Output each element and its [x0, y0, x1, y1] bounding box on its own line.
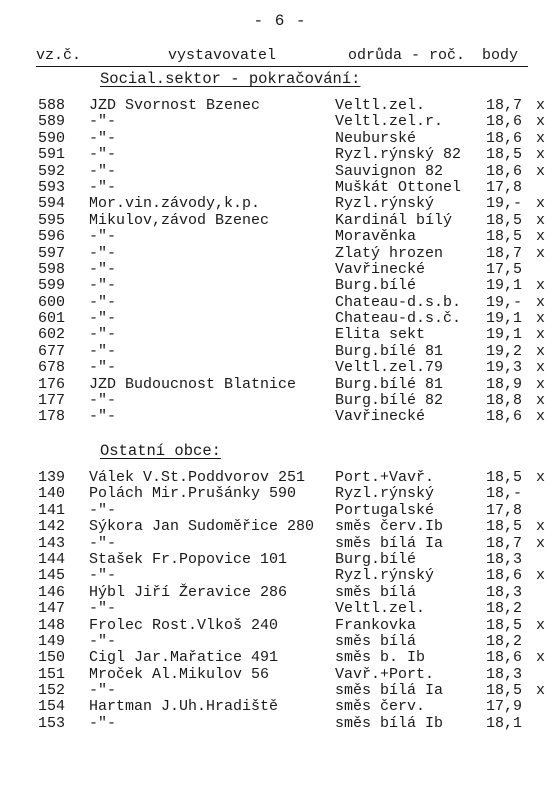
- score-points: 18,8: [486, 392, 523, 410]
- medal-mark: x: [536, 375, 546, 393]
- entry-number: 147: [38, 600, 66, 618]
- wine-variety: Portugalské: [335, 501, 435, 519]
- wine-variety: Burg.bílé: [335, 277, 417, 295]
- score-points: 18,5: [486, 682, 523, 700]
- score-points: 19,1: [486, 310, 523, 328]
- table-row: [0, 213, 560, 229]
- medal-mark: x: [536, 342, 546, 360]
- score-points: 18,5: [486, 518, 523, 536]
- score-points: 18,5: [486, 469, 523, 486]
- wine-variety: směs bílá Ia: [335, 534, 444, 552]
- exhibitor-name: Cigl Jar.Mařatice 491: [89, 649, 279, 667]
- entry-number: 178: [38, 408, 66, 426]
- wine-variety: směs červ.: [335, 698, 426, 716]
- score-points: 19,2: [486, 342, 523, 360]
- exhibitor-name: -"-: [89, 682, 117, 700]
- score-points: 17,9: [486, 698, 523, 716]
- wine-variety: Veltl.zel.79: [335, 359, 444, 377]
- entry-number: 149: [38, 632, 66, 650]
- medal-mark: x: [536, 408, 546, 426]
- exhibitor-name: -"-: [89, 244, 117, 262]
- table-row: [0, 585, 560, 601]
- score-points: 18,5: [486, 228, 523, 246]
- exhibitor-name: JZD Budoucnost Blatnice: [89, 375, 297, 393]
- table-row: [0, 295, 560, 311]
- exhibitor-name: Sýkora Jan Sudoměřice 280: [89, 518, 315, 536]
- wine-variety: Port.+Vavř.: [335, 469, 435, 486]
- wine-variety: Burg.bílé: [335, 550, 417, 568]
- medal-mark: x: [536, 293, 546, 311]
- entry-number: 598: [38, 260, 66, 278]
- entry-number: 677: [38, 342, 66, 360]
- wine-variety: Ryzl.rýnský: [335, 195, 435, 213]
- entry-number: 140: [38, 485, 66, 503]
- medal-mark: x: [536, 359, 546, 377]
- exhibitor-name: -"-: [89, 293, 117, 311]
- table-row: [0, 164, 560, 180]
- header-number: vz.č.: [36, 47, 82, 64]
- wine-variety: Zlatý hrozen: [335, 244, 444, 262]
- exhibitor-name: -"-: [89, 178, 117, 196]
- wine-variety: Burg.bílé 82: [335, 392, 444, 410]
- table-row: [0, 98, 560, 114]
- score-points: 18,7: [486, 534, 523, 552]
- medal-mark: x: [536, 195, 546, 213]
- wine-variety: Veltl.zel.r.: [335, 113, 444, 131]
- header-exhibitor: vystavovatel: [168, 47, 277, 64]
- score-points: 17,8: [486, 178, 523, 196]
- entry-number: 139: [38, 469, 66, 486]
- table-row: [0, 377, 560, 393]
- table-header: [36, 46, 528, 67]
- score-points: 18,6: [486, 162, 523, 180]
- wine-variety: směs bílá Ia: [335, 682, 444, 700]
- entry-number: 591: [38, 146, 66, 164]
- medal-mark: x: [536, 244, 546, 262]
- table-row: [0, 131, 560, 147]
- exhibitor-name: -"-: [89, 162, 117, 180]
- score-points: 17,8: [486, 501, 523, 519]
- score-points: 18,5: [486, 146, 523, 164]
- score-points: 18,6: [486, 649, 523, 667]
- score-points: 18,-: [486, 485, 523, 503]
- header-variety: odrůda - roč.: [348, 47, 466, 64]
- table-row: [0, 114, 560, 130]
- entry-number: 602: [38, 326, 66, 344]
- table-row: [0, 327, 560, 343]
- entry-number: 142: [38, 518, 66, 536]
- score-points: 18,1: [486, 714, 523, 732]
- table-row: [0, 180, 560, 196]
- exhibitor-name: -"-: [89, 146, 117, 164]
- wine-variety: Veltl.zel.: [335, 97, 426, 114]
- exhibitor-name: -"-: [89, 113, 117, 131]
- medal-mark: x: [536, 392, 546, 410]
- score-points: 19,1: [486, 326, 523, 344]
- wine-variety: Kardinál bílý: [335, 211, 453, 229]
- table-row: [0, 196, 560, 212]
- medal-mark: x: [536, 129, 546, 147]
- wine-variety: Vavř.+Port.: [335, 665, 435, 683]
- medal-mark: x: [536, 228, 546, 246]
- table-row: [0, 503, 560, 519]
- table-row: [0, 344, 560, 360]
- entry-number: 594: [38, 195, 66, 213]
- section-rows-social: [0, 98, 560, 426]
- score-points: 18,7: [486, 244, 523, 262]
- score-points: 18,9: [486, 375, 523, 393]
- exhibitor-name: Válek V.St.Poddvorov 251: [89, 469, 306, 486]
- entry-number: 592: [38, 162, 66, 180]
- table-row: [0, 486, 560, 502]
- exhibitor-name: -"-: [89, 567, 117, 585]
- table-row: [0, 601, 560, 617]
- entry-number: 597: [38, 244, 66, 262]
- exhibitor-name: -"-: [89, 260, 117, 278]
- exhibitor-name: -"-: [89, 392, 117, 410]
- score-points: 17,5: [486, 260, 523, 278]
- medal-mark: x: [536, 567, 546, 585]
- exhibitor-name: Mor.vin.závody,k.p.: [89, 195, 261, 213]
- medal-mark: x: [536, 682, 546, 700]
- entry-number: 144: [38, 550, 66, 568]
- score-points: 18,5: [486, 211, 523, 229]
- wine-variety: Ryzl.rýnský 82: [335, 146, 462, 164]
- table-row: [0, 147, 560, 163]
- entry-number: 596: [38, 228, 66, 246]
- entry-number: 589: [38, 113, 66, 131]
- table-row: [0, 360, 560, 376]
- medal-mark: x: [536, 113, 546, 131]
- entry-number: 176: [38, 375, 66, 393]
- score-points: 19,-: [486, 195, 523, 213]
- table-row: [0, 667, 560, 683]
- exhibitor-name: -"-: [89, 534, 117, 552]
- wine-variety: Ryzl.rýnský: [335, 485, 435, 503]
- entry-number: 601: [38, 310, 66, 328]
- table-row: [0, 262, 560, 278]
- table-row: [0, 393, 560, 409]
- wine-variety: Neuburské: [335, 129, 417, 147]
- medal-mark: x: [536, 616, 546, 634]
- medal-mark: x: [536, 649, 546, 667]
- score-points: 18,6: [486, 408, 523, 426]
- exhibitor-name: Frolec Rost.Vlkoš 240: [89, 616, 279, 634]
- wine-variety: směs bílá Ib: [335, 714, 444, 732]
- page-number: - 6 -: [253, 12, 307, 30]
- exhibitor-name: Hýbl Jiří Žeravice 286: [89, 583, 288, 601]
- wine-variety: Chateau-d.s.b.: [335, 293, 462, 311]
- entry-number: 154: [38, 698, 66, 716]
- header-points: body: [482, 47, 519, 64]
- wine-variety: Elita sekt: [335, 326, 426, 344]
- exhibitor-name: -"-: [89, 714, 117, 732]
- entry-number: 146: [38, 583, 66, 601]
- score-points: 18,3: [486, 665, 523, 683]
- medal-mark: x: [536, 97, 546, 114]
- entry-number: 141: [38, 501, 66, 519]
- score-points: 18,3: [486, 550, 523, 568]
- table-row: [0, 246, 560, 262]
- table-row: [0, 683, 560, 699]
- exhibitor-name: -"-: [89, 408, 117, 426]
- wine-variety: Frankovka: [335, 616, 417, 634]
- entry-number: 153: [38, 714, 66, 732]
- table-row: [0, 409, 560, 425]
- entry-number: 600: [38, 293, 66, 311]
- wine-variety: Vavřinecké: [335, 260, 426, 278]
- table-row: [0, 519, 560, 535]
- medal-mark: x: [536, 146, 546, 164]
- wine-variety: Burg.bílé 81: [335, 375, 444, 393]
- exhibitor-name: -"-: [89, 359, 117, 377]
- section-rows-other: [0, 470, 560, 732]
- table-row: [0, 568, 560, 584]
- table-row: [0, 716, 560, 732]
- score-points: 18,6: [486, 129, 523, 147]
- medal-mark: x: [536, 469, 546, 486]
- table-row: [0, 470, 560, 486]
- score-points: 18,7: [486, 97, 523, 114]
- table-row: [0, 278, 560, 294]
- wine-variety: směs červ.Ib: [335, 518, 444, 536]
- table-row: [0, 229, 560, 245]
- section-title-social: Social.sektor - pokračování:: [100, 70, 361, 88]
- score-points: 18,6: [486, 113, 523, 131]
- medal-mark: x: [536, 211, 546, 229]
- wine-variety: směs bílá: [335, 632, 417, 650]
- exhibitor-name: -"-: [89, 326, 117, 344]
- score-points: 19,1: [486, 277, 523, 295]
- exhibitor-name: -"-: [89, 277, 117, 295]
- medal-mark: x: [536, 534, 546, 552]
- exhibitor-name: -"-: [89, 129, 117, 147]
- entry-number: 678: [38, 359, 66, 377]
- score-points: 18,6: [486, 567, 523, 585]
- exhibitor-name: Polách Mir.Prušánky 590: [89, 485, 297, 503]
- wine-variety: Ryzl.rýnský: [335, 567, 435, 585]
- entry-number: 177: [38, 392, 66, 410]
- entry-number: 145: [38, 567, 66, 585]
- exhibitor-name: Stašek Fr.Popovice 101: [89, 550, 288, 568]
- entry-number: 595: [38, 211, 66, 229]
- exhibitor-name: Hartman J.Uh.Hradiště: [89, 698, 279, 716]
- medal-mark: x: [536, 162, 546, 180]
- exhibitor-name: JZD Svornost Bzenec: [89, 97, 261, 114]
- score-points: 18,2: [486, 600, 523, 618]
- wine-variety: Muškát Ottonel: [335, 178, 462, 196]
- entry-number: 143: [38, 534, 66, 552]
- table-row: [0, 618, 560, 634]
- exhibitor-name: -"-: [89, 600, 117, 618]
- wine-variety: Sauvignon 82: [335, 162, 444, 180]
- entry-number: 593: [38, 178, 66, 196]
- wine-variety: Veltl.zel.: [335, 600, 426, 618]
- exhibitor-name: Mroček Al.Mikulov 56: [89, 665, 270, 683]
- entry-number: 148: [38, 616, 66, 634]
- exhibitor-name: -"-: [89, 342, 117, 360]
- exhibitor-name: -"-: [89, 310, 117, 328]
- wine-variety: Moravěnka: [335, 228, 417, 246]
- score-points: 19,3: [486, 359, 523, 377]
- table-row: [0, 536, 560, 552]
- exhibitor-name: -"-: [89, 228, 117, 246]
- entry-number: 599: [38, 277, 66, 295]
- score-points: 19,-: [486, 293, 523, 311]
- wine-variety: Burg.bílé 81: [335, 342, 444, 360]
- wine-variety: Chateau-d.s.č.: [335, 310, 462, 328]
- score-points: 18,3: [486, 583, 523, 601]
- wine-variety: směs bílá: [335, 583, 417, 601]
- entry-number: 588: [38, 97, 66, 114]
- section-title-other: Ostatní obce:: [100, 442, 221, 460]
- table-row: [0, 650, 560, 666]
- exhibitor-name: Mikulov,závod Bzenec: [89, 211, 270, 229]
- medal-mark: x: [536, 518, 546, 536]
- entry-number: 150: [38, 649, 66, 667]
- table-row: [0, 699, 560, 715]
- wine-variety: směs b. Ib: [335, 649, 426, 667]
- wine-variety: Vavřinecké: [335, 408, 426, 426]
- score-points: 18,5: [486, 616, 523, 634]
- entry-number: 590: [38, 129, 66, 147]
- medal-mark: x: [536, 326, 546, 344]
- table-row: [0, 634, 560, 650]
- entry-number: 151: [38, 665, 66, 683]
- medal-mark: x: [536, 310, 546, 328]
- medal-mark: x: [536, 277, 546, 295]
- table-row: [0, 552, 560, 568]
- exhibitor-name: -"-: [89, 501, 117, 519]
- score-points: 18,2: [486, 632, 523, 650]
- exhibitor-name: -"-: [89, 632, 117, 650]
- table-row: [0, 311, 560, 327]
- entry-number: 152: [38, 682, 66, 700]
